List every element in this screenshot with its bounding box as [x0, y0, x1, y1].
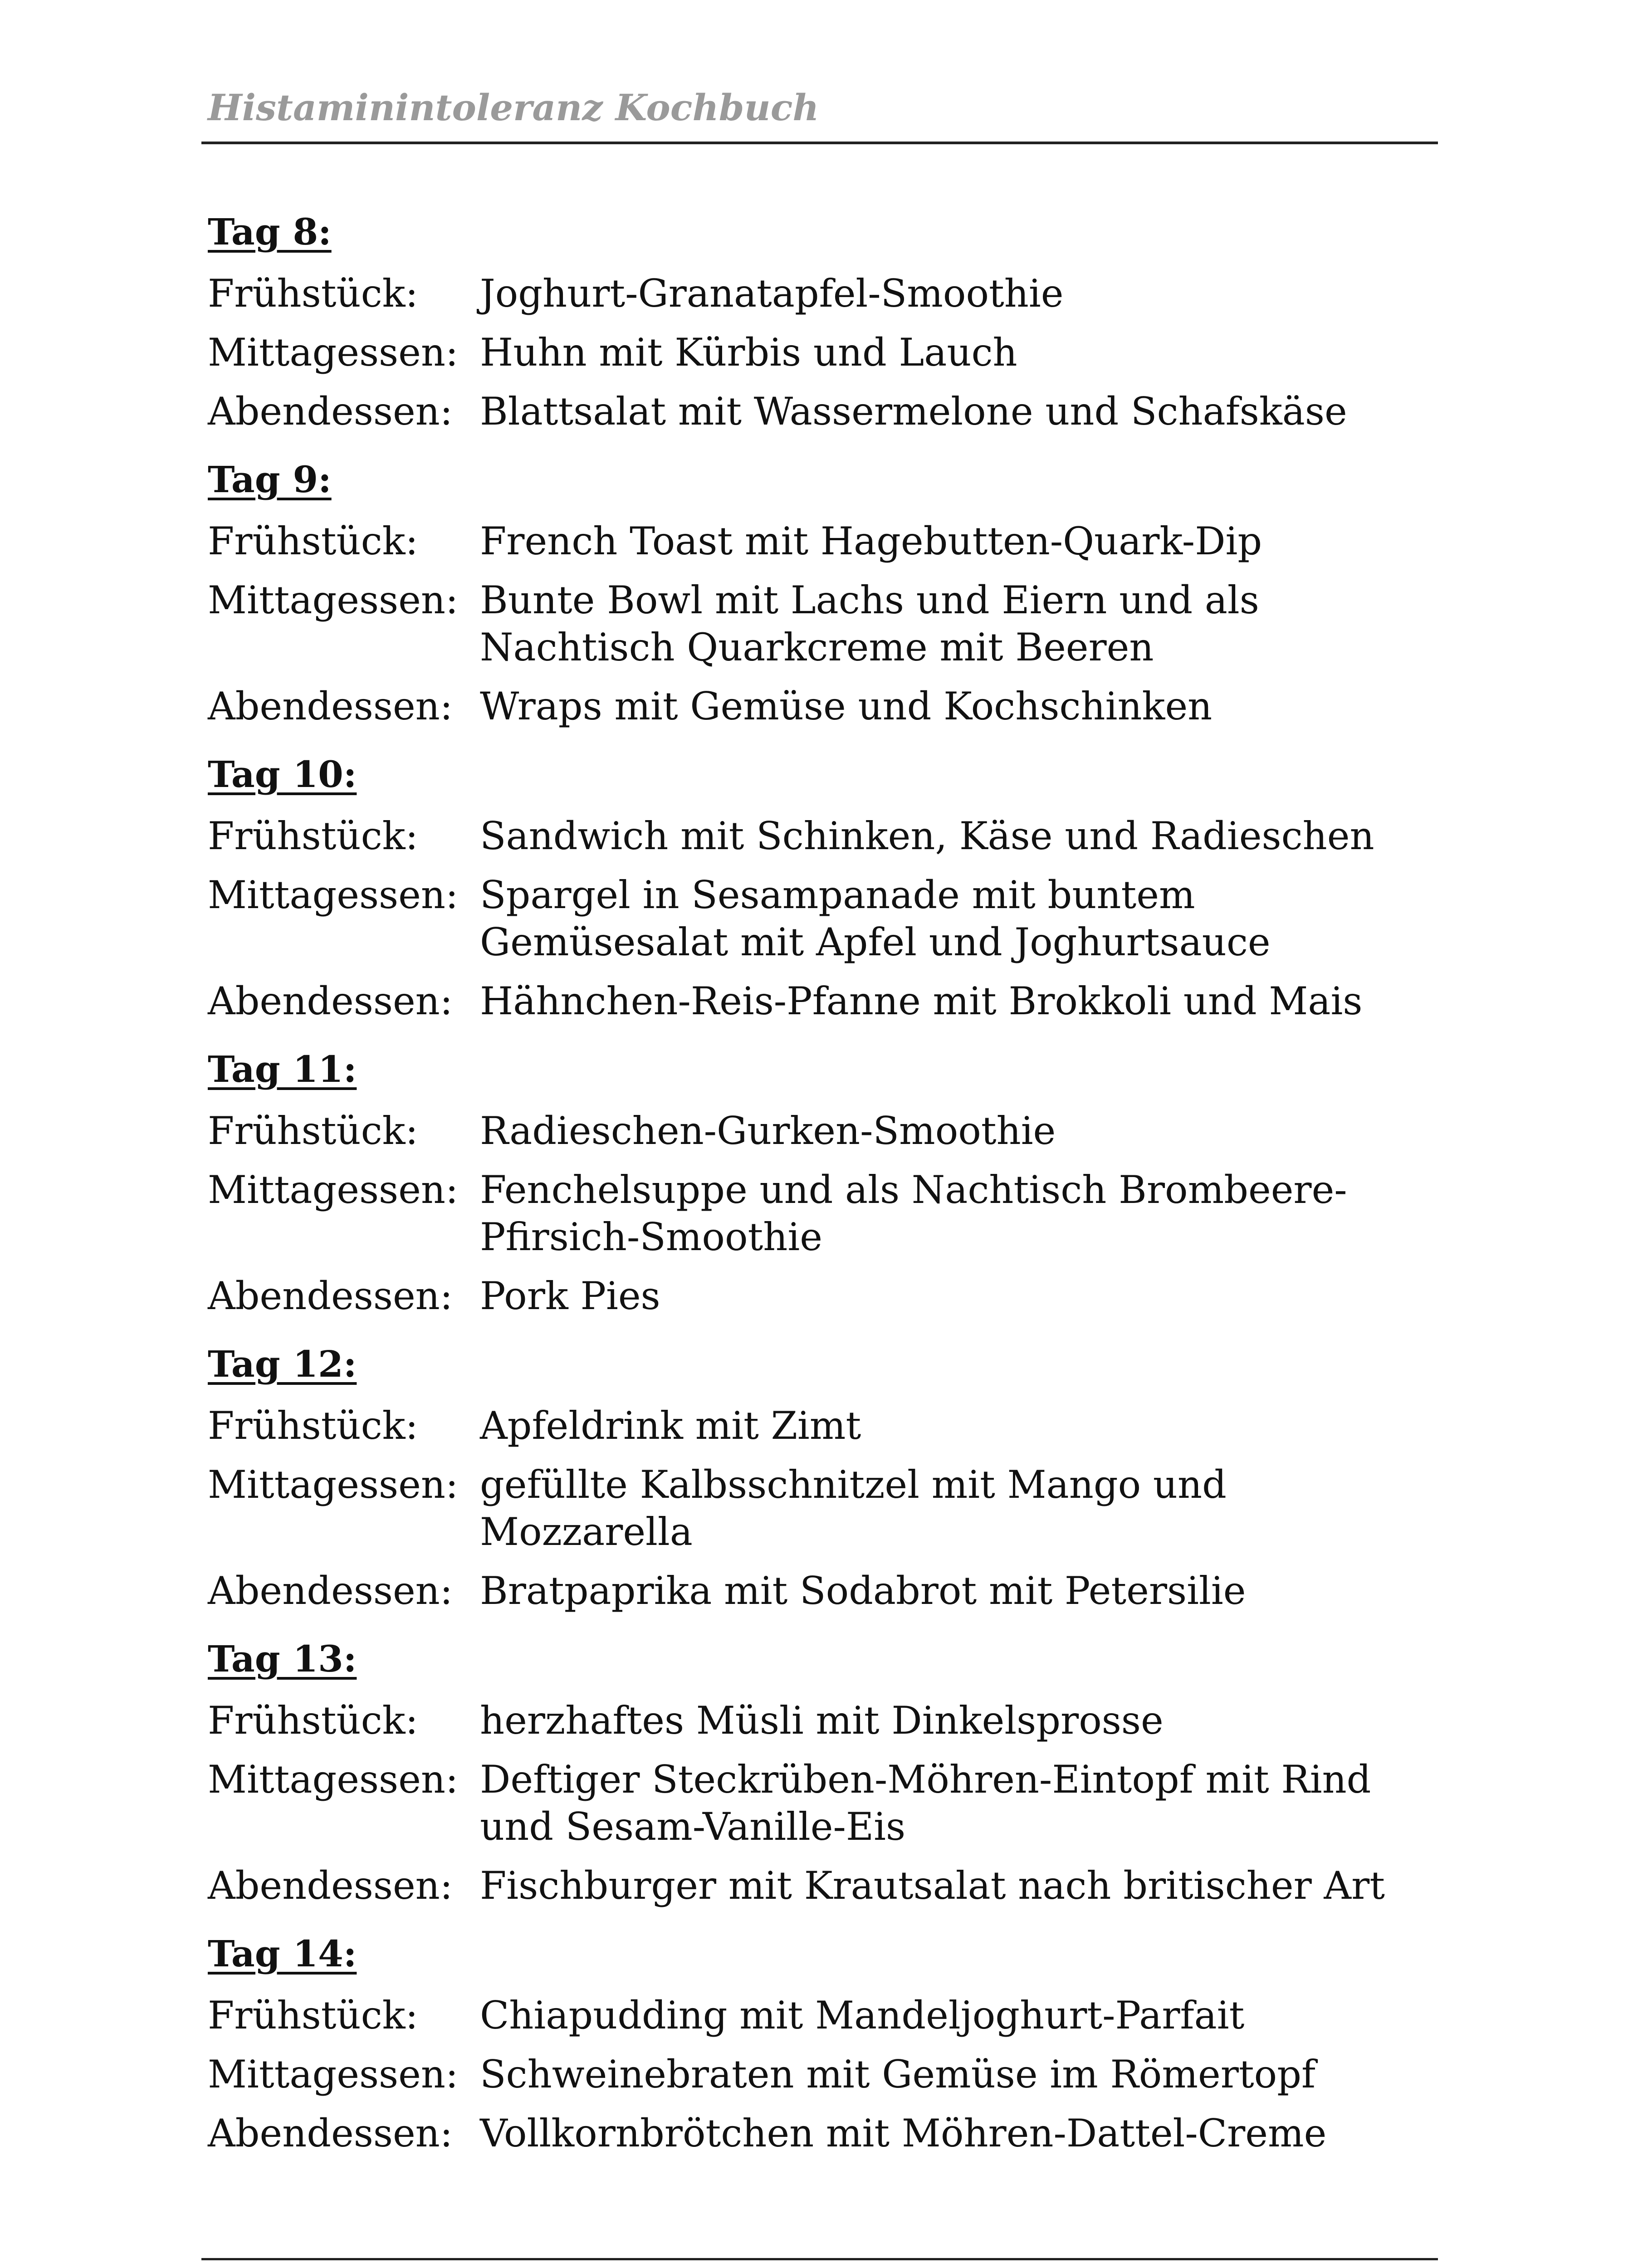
meal-label: Abendessen: [208, 389, 453, 434]
day-heading: Tag 9: [208, 458, 332, 501]
meal-row [208, 270, 1438, 317]
meal-row [208, 812, 1438, 860]
meal-text: Hähnchen-Reis-Pfanne mit Brokkoli und Mais [480, 979, 1363, 1023]
meal-text: Fischburger mit Krautsalat nach britischer Art [480, 1863, 1385, 1908]
meal-row [208, 1166, 1438, 1261]
meal-text: Joghurt-Granatapfel-Smoothie [480, 271, 1064, 316]
meal-label: Mittagessen: [208, 578, 459, 622]
meal-text: Huhn mit Kürbis und Lauch [480, 330, 1017, 375]
meal-label: Abendessen: [208, 1274, 453, 1318]
meal-row [208, 329, 1438, 376]
running-header-title: Histaminintoleranz Kochbuch [208, 86, 819, 129]
meal-text: gefüllte Kalbsschnitzel mit Mango und Mozzarella [480, 1462, 1227, 1554]
meal-row [208, 978, 1438, 1025]
meal-label: Frühstück: [208, 1403, 418, 1448]
day-heading: Tag 10: [208, 753, 357, 796]
meal-label: Mittagessen: [208, 1168, 459, 1212]
meal-text: French Toast mit Hagebutten-Quark-Dip [480, 519, 1262, 563]
meal-label: Mittagessen: [208, 330, 459, 375]
footer-divider [201, 2258, 1438, 2260]
meal-label: Abendessen: [208, 1569, 453, 1613]
meal-text: Bunte Bowl mit Lachs und Eiern und als Nachtisch Quarkcreme mit Beeren [480, 578, 1259, 670]
meal-text: Bratpaprika mit Sodabrot mit Petersilie [480, 1569, 1246, 1613]
meal-label: Mittagessen: [208, 1462, 459, 1507]
meal-label: Frühstück: [208, 1993, 418, 2038]
meal-row [208, 1461, 1438, 1555]
day-heading: Tag 13: [208, 1637, 357, 1680]
day-section [208, 454, 1438, 730]
meal-row [208, 1402, 1438, 1449]
meal-row [208, 1107, 1438, 1154]
meal-text: Blattsalat mit Wassermelone und Schafskäse [480, 389, 1347, 434]
meal-label: Frühstück: [208, 271, 418, 316]
day-section [208, 749, 1438, 1025]
day-heading: Tag 12: [208, 1343, 357, 1385]
day-heading: Tag 11: [208, 1048, 357, 1090]
meal-label: Mittagessen: [208, 1757, 459, 1802]
day-section [208, 206, 1438, 435]
meal-row [208, 1697, 1438, 1744]
meal-text: Spargel in Sesampanade mit buntem Gemüsesalat mit Apfel und Joghurtsauce [480, 873, 1271, 964]
meal-label: Frühstück: [208, 1698, 418, 1743]
meal-row [208, 2051, 1438, 2098]
day-section [208, 1928, 1438, 2157]
meal-row [208, 1756, 1438, 1850]
meal-label: Mittagessen: [208, 2052, 459, 2097]
day-section [208, 1044, 1438, 1320]
meal-label: Frühstück: [208, 814, 418, 858]
meal-text: Deftiger Steckrüben-Möhren-Eintopf mit Rind und Sesam-Vanille-Eis [480, 1757, 1371, 1849]
meal-text: Radieschen-Gurken-Smoothie [480, 1109, 1056, 1153]
meal-row [208, 1862, 1438, 1909]
meal-row [208, 1567, 1438, 1614]
meal-row [208, 388, 1438, 435]
meal-row [208, 1992, 1438, 2039]
meal-label: Frühstück: [208, 519, 418, 563]
meal-text: Vollkornbrötchen mit Möhren-Dattel-Creme [480, 2111, 1327, 2156]
day-section [208, 1339, 1438, 1614]
meal-text: Sandwich mit Schinken, Käse und Radieschen [480, 814, 1374, 858]
meal-row [208, 871, 1438, 966]
meal-label: Mittagessen: [208, 873, 459, 917]
meal-row [208, 518, 1438, 565]
meal-row [208, 2110, 1438, 2157]
meal-text: herzhaftes Müsli mit Dinkelsprosse [480, 1698, 1164, 1743]
meal-label: Abendessen: [208, 1863, 453, 1908]
meal-label: Abendessen: [208, 684, 453, 728]
day-heading: Tag 14: [208, 1932, 357, 1975]
meal-text: Pork Pies [480, 1274, 660, 1318]
meal-text: Chiapudding mit Mandeljoghurt-Parfait [480, 1993, 1245, 2038]
meal-plan [208, 206, 1438, 2176]
day-section [208, 1633, 1438, 1909]
meal-row [208, 577, 1438, 671]
meal-label: Frühstück: [208, 1109, 418, 1153]
header-divider [201, 142, 1438, 144]
meal-label: Abendessen: [208, 979, 453, 1023]
meal-text: Apfeldrink mit Zimt [480, 1403, 861, 1448]
meal-text: Fenchelsuppe und als Nachtisch Brombeere-Pfirsich-Smoothie [480, 1168, 1347, 1259]
meal-row [208, 683, 1438, 730]
meal-text: Wraps mit Gemüse und Kochschinken [480, 684, 1213, 728]
meal-text: Schweinebraten mit Gemüse im Römertopf [480, 2052, 1316, 2097]
meal-label: Abendessen: [208, 2111, 453, 2156]
day-heading: Tag 8: [208, 210, 332, 253]
meal-row [208, 1272, 1438, 1320]
